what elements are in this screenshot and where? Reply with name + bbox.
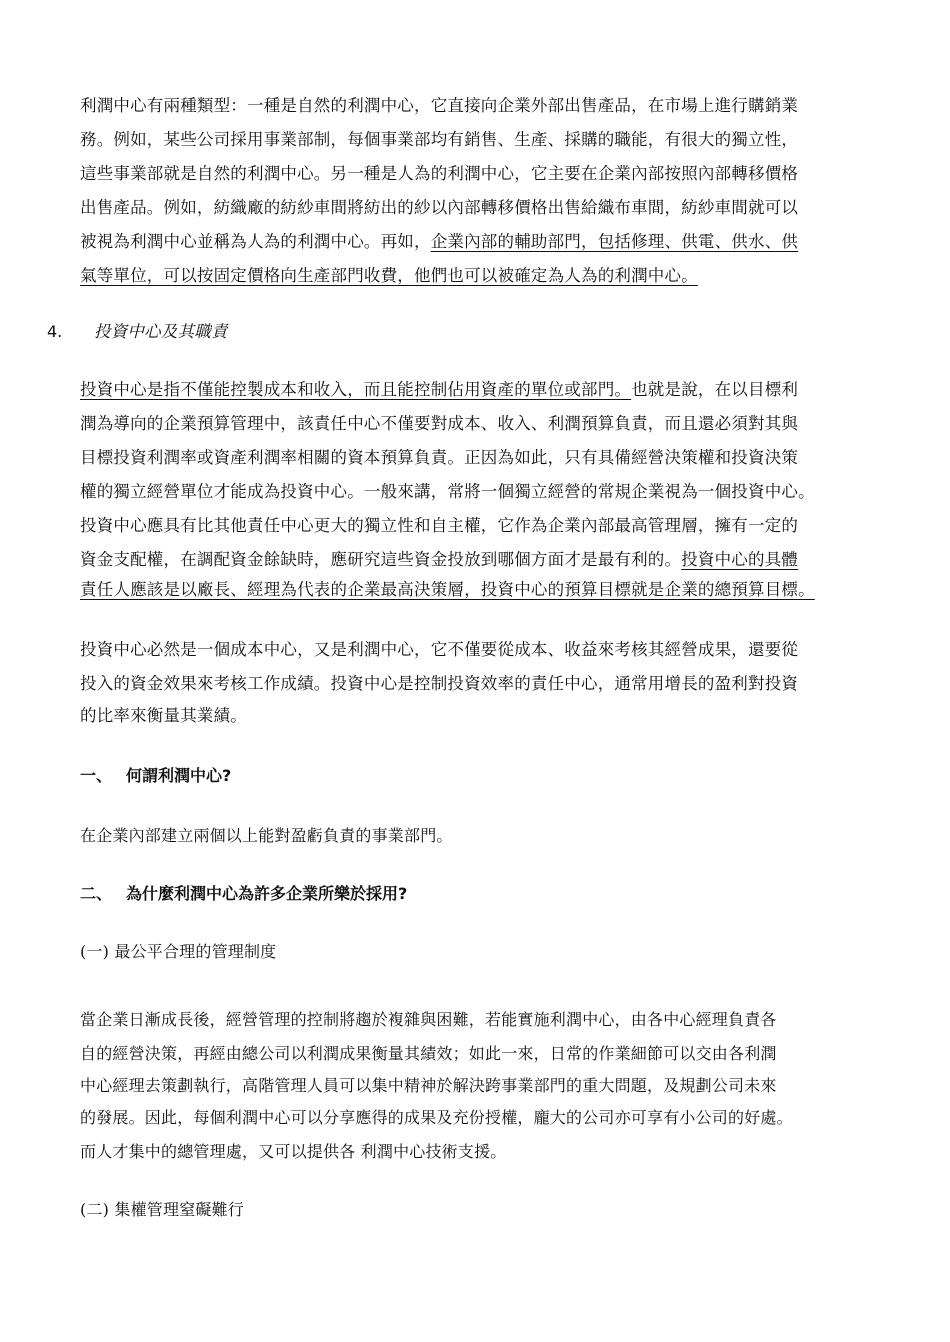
- p4-line-1: 當企業日漸成長後，經營管理的控制將趨於複雜與困難，若能實施利潤中心，由各中心經理負責各: [80, 1010, 777, 1029]
- subheading-1: (一) 最公平合理的管理制度: [80, 942, 277, 961]
- subheading-2: (二) 集權管理窒礙難行: [80, 1200, 244, 1219]
- p3-line-2: 投入的資金效果來考核工作成績。投資中心是控制投資效率的責任中心，通常用增長的盈利對投資: [80, 674, 799, 693]
- question-2-heading: [80, 884, 407, 904]
- p3-line-3: 的比率來衡量其業績。: [80, 706, 247, 725]
- question-1-heading: [80, 766, 231, 786]
- p1-line-6: 氣等單位，可以按固定價格向生產部門收費，他們也可以被確定為人為的利潤中心。: [80, 266, 698, 285]
- p4-line-4: 的發展。因此，每個利潤中心可以分享應得的成果及充份授權，龐大的公司亦可享有小公司的好處。: [80, 1108, 793, 1127]
- p2-line-7: 責任人應該是以廠長、經理為代表的企業最高決策層，投資中心的預算目標就是企業的總預算目標。: [80, 580, 815, 599]
- answer-1: 在企業內部建立兩個以上能對盈虧負責的事業部門。: [80, 826, 453, 845]
- p2-line-1-text: 也就是說，在以目標利: [631, 380, 799, 399]
- p1-line-3: 這些事業部就是自然的利潤中心。另一種是人為的利潤中心，它主要在企業內部按照內部轉移價格: [80, 164, 799, 183]
- question-1-title: 何謂利潤中心?: [126, 766, 232, 785]
- p2-line-2: 潤為導向的企業預算管理中，該責任中心不僅要對成本、收入、利潤預算負責，而且還必須對其與: [80, 414, 799, 433]
- p4-line-3: 中心經理去策劃執行，高階管理人員可以集中精神於解決跨事業部門的重大問題，及規劃公司未來: [80, 1076, 777, 1095]
- p2-underlined-text: 投資中心的具體: [681, 550, 799, 569]
- p1-underlined-text: 企業內部的輔助部門，包括修理、供電、供水、供: [430, 232, 799, 251]
- section-number: 4.: [47, 322, 63, 341]
- question-1-mark: 一、: [80, 766, 113, 785]
- p2-line-6: [80, 550, 798, 570]
- p2-line-4: 權的獨立經營單位才能成為投資中心。一般來講，常將一個獨立經營的常規企業視為一個投資中心。: [80, 482, 815, 501]
- question-2-mark: 二、: [80, 884, 113, 903]
- p1-line-4: 出售產品。例如，紡織廠的紡紗車間將紡出的紗以內部轉移價格出售給織布車間，紡紗車間就可以: [80, 198, 799, 217]
- p1-line-1: 利潤中心有兩種類型：一種是自然的利潤中心，它直接向企業外部出售產品，在市場上進行購銷業: [80, 96, 799, 115]
- p2-line-3: 目標投資利潤率或資產利潤率相關的資本預算負責。正因為如此，只有具備經營決策權和投資決策: [80, 448, 799, 467]
- section-title: 投資中心及其職責: [94, 322, 228, 341]
- p1-line-2: 務。例如，某些公司採用事業部制，每個事業部均有銷售、生產、採購的職能，有很大的獨立性，: [80, 130, 799, 149]
- p2-line-5: 投資中心應具有比其他責任中心更大的獨立性和自主權，它作為企業內部最高管理層，擁有一定的: [80, 516, 799, 535]
- p2-definition-text: 投資中心是指不僅能控製成本和收入，而且能控制佔用資產的單位或部門。: [80, 380, 632, 399]
- p2-line-6-text: 資金支配權，在調配資金餘缺時，應研究這些資金投放到哪個方面才是最有利的。: [80, 550, 682, 569]
- question-2-title: 為什麼利潤中心為許多企業所樂於採用?: [126, 884, 408, 903]
- p4-line-5: 而人才集中的總管理處，又可以提供各 利潤中心技術支援。: [80, 1142, 507, 1161]
- p1-line-5: [80, 232, 798, 252]
- p3-line-1: 投資中心必然是一個成本中心，又是利潤中心，它不僅要從成本、收益來考核其經營成果，還要從: [80, 640, 799, 659]
- p2-line-1: [80, 380, 798, 400]
- p1-line-5-text: 被視為利潤中心並稱為人為的利潤中心。再如，: [80, 232, 431, 251]
- p4-line-2: 自的經營決策，再經由總公司以利潤成果衡量其績效；如此一來，日常的作業細節可以交由各利潤: [80, 1044, 777, 1063]
